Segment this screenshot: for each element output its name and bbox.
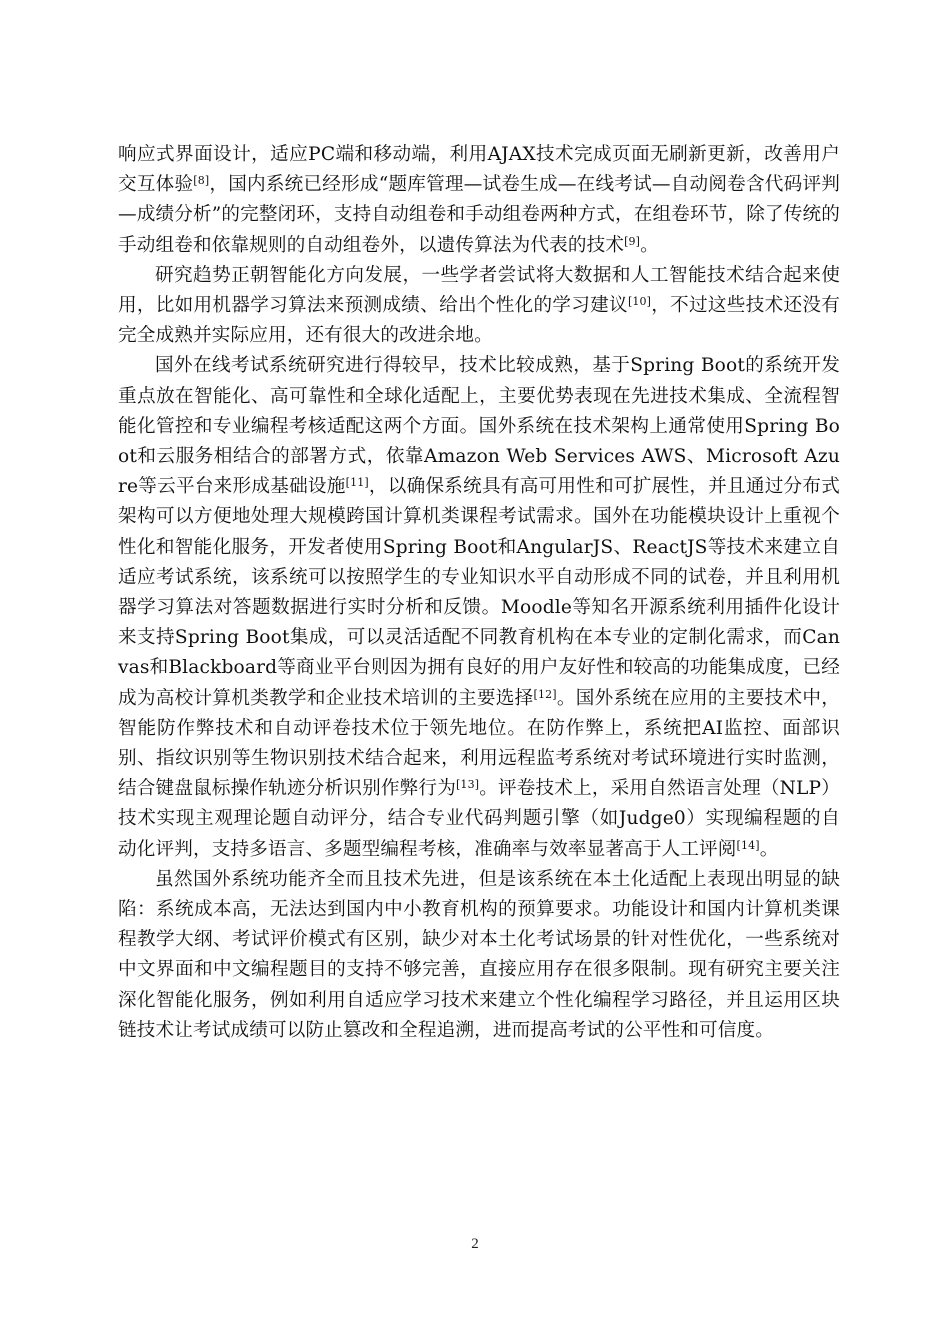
page-number: 2 [471, 1236, 479, 1252]
citation-ref: [8] [193, 174, 210, 188]
paragraph-text: 。评卷技术上，采用自然语言处理（NLP）技术实现主观理论题自动评分，结合专业代码判题引擎（如Judge0）实现编程题的自动化评判，支持多语言、多题型编程考核，准确率与效率显著高于人工评阅 [118, 778, 840, 860]
paragraph-text: 。国外系统在应用的主要技术中，智能防作弊技术和自动评卷技术位于领先地位。在防作弊上，系统把AI监控、面部识别、指纹识别等生物识别技术结合起来，利用远程监考系统对考试环境进行实时监测，结合键盘鼠标操作轨迹分析识别作弊行为 [118, 687, 840, 800]
paragraph-text: 虽然国外系统功能齐全而且技术先进，但是该系统在本土化适配上表现出明显的缺陷：系统成本高，无法达到国内中小教育机构的预算要求。功能设计和国内计算机类课程教学大纲、考试评价模式有区别，缺少对本土化考试场景的针对性优化，一些系统对中文界面和中文编程题目的支持不够完善，直接应用存在很多限制。现有研究主要关注深化智能化服务，例如利用自适应学习技术来建立个性化编程学习路径，并且运用区块链技术让考试成绩可以防止篡改和全程追溯，进而提高考试的公平性和可信度。 [118, 868, 840, 1041]
citation-ref: [13] [455, 778, 480, 792]
citation-ref: [11] [345, 476, 369, 490]
citation-ref: [14] [736, 838, 760, 852]
citation-ref: [10] [627, 295, 652, 309]
paragraph-text: 国外在线考试系统研究进行得较早，技术比较成熟，基于Spring Boot的系统开发重点放在智能化、高可靠性和全球化适配上，主要优势表现在先进技术集成、全流程智能化管控和专业编程考核适配这两个方面。国外系统在技术架构上通常使用Spring Boot和云服务相结合的部署方式，依靠Amazon Web Services AWS、Microsoft Azure等云平台来形成基础设施 [118, 355, 840, 498]
document-body [118, 140, 840, 1046]
paragraph-text: 。 [640, 234, 659, 256]
paragraph-1 [118, 140, 840, 261]
paragraph-text: ，以确保系统具有高可用性和可扩展性，并且通过分布式架构可以方便地处理大规模跨国计算机类课程考试需求。国外在功能模块设计上重视个性化和智能化服务，开发者使用Spring Boot和AngularJS、ReactJS等技术来建立自适应考试系统，该系统可以按照学生的专业知识水平自动形成不同的试卷，并且利用机器学习算法对答题数据进行实时分析和反馈。Moodle等知名开源系统利用插件化设计来支持Spring Boot集成，可以灵活适配不同教育机构在本专业的定制化需求，而Canvas和Blackboard等商业平台则因为拥有良好的用户友好性和较高的功能集成度，已经成为高校计算机类教学和企业技术培训的主要选择 [118, 476, 840, 709]
paragraph-text: 响应式界面设计，适应PC端和移动端，利用AJAX技术完成页面无刷新更新，改善用户交互体验 [118, 144, 840, 196]
paragraph-text: ，国内系统已经形成“题库管理—试卷生成—在线考试—自动阅卷含代码评判—成绩分析”的完整闭环，支持自动组卷和手动组卷两种方式，在组卷环节，除了传统的手动组卷和依靠规则的自动组卷外，以遗传算法为代表的技术 [118, 174, 841, 256]
paragraph-text: ，不过这些技术还没有完全成熟并实际应用，还有很大的改进余地。 [118, 295, 840, 347]
paragraph-4 [118, 865, 840, 1046]
paragraph-text: 研究趋势正朝智能化方向发展，一些学者尝试将大数据和人工智能技术结合起来使用，比如用机器学习算法来预测成绩、给出个性化的学习建议 [118, 264, 840, 317]
paragraph-3 [118, 351, 840, 864]
citation-ref: [12] [533, 687, 557, 701]
paragraph-text: 。 [759, 838, 779, 860]
paragraph-2 [118, 261, 840, 352]
citation-ref: [9] [624, 234, 641, 248]
